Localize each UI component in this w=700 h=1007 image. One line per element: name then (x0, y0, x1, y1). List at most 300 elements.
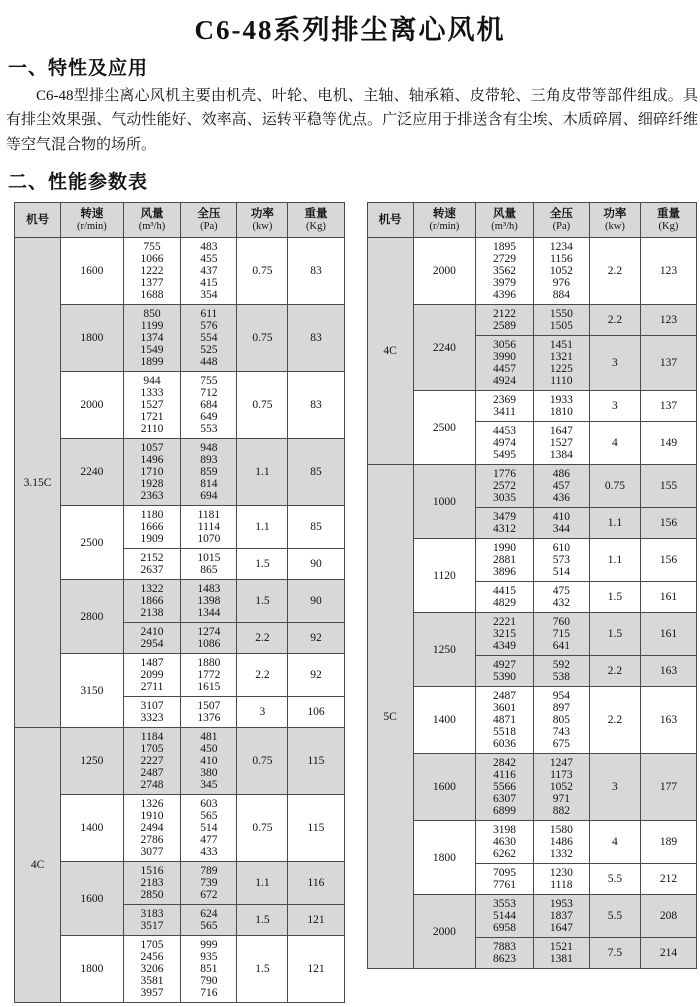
column-label: 重量 (656, 207, 680, 220)
value-line: 1496 (140, 454, 164, 467)
weight-cell: 85 (288, 439, 344, 506)
value-line: 1647 (549, 425, 573, 438)
pressure-cell (533, 238, 589, 305)
power-cell: 1.5 (237, 549, 288, 580)
pressure-cell (533, 465, 589, 508)
value-line: 354 (200, 289, 218, 302)
column-unit: (Pa) (200, 221, 218, 233)
flow-cell (123, 728, 181, 795)
power-cell: 2.2 (237, 623, 288, 654)
value-line: 4396 (493, 289, 517, 302)
pressure-cell (533, 656, 589, 687)
speed-cell: 1400 (413, 687, 476, 754)
weight-cell: 163 (640, 687, 696, 754)
flow-cell (123, 862, 181, 905)
value-line: 3077 (140, 846, 164, 859)
weight-cell: 121 (288, 905, 344, 936)
flow-cell (476, 687, 534, 754)
weight-cell: 155 (640, 465, 696, 508)
value-line: 999 (200, 939, 218, 952)
value-line: 1505 (549, 320, 573, 333)
weight-cell: 121 (288, 936, 344, 1003)
value-line: 1895 (493, 241, 517, 254)
performance-table-right (367, 202, 698, 969)
value-line: 1451 (549, 339, 573, 352)
value-line: 675 (552, 738, 570, 751)
value-line: 345 (200, 779, 218, 792)
value-line: 7761 (493, 879, 517, 892)
value-line: 3581 (140, 975, 164, 988)
power-cell: 3 (589, 391, 640, 422)
value-line: 1374 (140, 332, 164, 345)
value-line: 1332 (549, 848, 573, 861)
value-line: 865 (200, 564, 218, 577)
value-line: 4116 (493, 769, 516, 782)
power-cell: 0.75 (237, 238, 288, 305)
value-line: 882 (552, 805, 570, 818)
value-line: 3601 (493, 702, 517, 715)
value-line: 1487 (140, 657, 164, 670)
value-line: 715 (552, 628, 570, 641)
value-line: 2711 (140, 681, 164, 694)
value-line: 1222 (140, 265, 164, 278)
value-line: 739 (200, 877, 218, 890)
value-line: 450 (200, 743, 218, 756)
value-line: 1114 (197, 521, 220, 534)
column-unit: (r/min) (77, 221, 107, 233)
table-row (15, 654, 345, 697)
value-line: 1333 (140, 387, 164, 400)
value-line: 344 (552, 523, 570, 536)
value-line: 3553 (493, 898, 517, 911)
value-line: 415 (200, 277, 218, 290)
value-line: 1199 (140, 320, 164, 333)
speed-cell: 2500 (413, 391, 476, 465)
column-header-2 (123, 202, 181, 237)
power-cell: 1.5 (589, 582, 640, 613)
value-line: 1516 (140, 865, 164, 878)
value-line: 712 (200, 387, 218, 400)
pressure-cell (181, 238, 237, 305)
value-line: 897 (552, 702, 570, 715)
weight-cell: 90 (288, 549, 344, 580)
value-line: 1899 (140, 356, 164, 369)
flow-cell (123, 697, 181, 728)
pressure-cell (533, 754, 589, 821)
flow-cell (476, 821, 534, 864)
value-line: 6036 (493, 738, 517, 751)
value-line: 2881 (493, 554, 517, 567)
weight-cell: 83 (288, 305, 344, 372)
flow-cell (476, 613, 534, 656)
power-cell: 7.5 (589, 938, 640, 969)
value-line: 3562 (493, 265, 517, 278)
pressure-cell (181, 654, 237, 697)
value-line: 4349 (493, 640, 517, 653)
value-line: 3198 (493, 824, 517, 837)
flow-cell (476, 391, 534, 422)
table-row (367, 895, 697, 938)
flow-cell (123, 623, 181, 654)
value-line: 1057 (140, 442, 164, 455)
flow-cell (476, 422, 534, 465)
value-line: 6899 (493, 805, 517, 818)
table-row (367, 238, 697, 305)
speed-cell: 2800 (61, 580, 124, 654)
value-line: 649 (200, 411, 218, 424)
speed-cell: 1800 (61, 305, 124, 372)
value-line: 554 (200, 332, 218, 345)
speed-cell: 1400 (61, 795, 124, 862)
column-unit: (m³/h) (491, 221, 518, 233)
pressure-cell (181, 936, 237, 1003)
value-line: 1230 (549, 867, 573, 880)
value-line: 481 (200, 731, 218, 744)
flow-cell (476, 305, 534, 336)
table-row (15, 506, 345, 549)
value-line: 1225 (549, 363, 573, 376)
value-line: 684 (200, 399, 218, 412)
value-line: 553 (200, 423, 218, 436)
table-row (15, 795, 345, 862)
value-line: 1928 (140, 478, 164, 491)
column-header-5 (288, 202, 344, 237)
flow-cell (123, 372, 181, 439)
value-line: 433 (200, 846, 218, 859)
value-line: 4927 (493, 659, 517, 672)
speed-cell: 2240 (413, 305, 476, 391)
header-row (367, 202, 697, 237)
value-line: 1376 (197, 712, 221, 725)
value-line: 2748 (140, 779, 164, 792)
column-label: 转速 (80, 207, 104, 220)
pressure-cell (533, 821, 589, 864)
power-cell: 3 (589, 754, 640, 821)
weight-cell: 123 (640, 305, 696, 336)
column-label: 风量 (493, 207, 517, 220)
pressure-cell (533, 864, 589, 895)
speed-cell: 2000 (61, 372, 124, 439)
value-line: 755 (200, 375, 218, 388)
header-row (15, 202, 345, 237)
power-cell: 1.1 (237, 862, 288, 905)
value-line: 1384 (549, 449, 573, 462)
value-line: 1810 (549, 406, 573, 419)
value-line: 2786 (140, 834, 164, 847)
weight-cell: 163 (640, 656, 696, 687)
column-label: 机号 (378, 213, 402, 226)
value-line: 486 (552, 468, 570, 481)
value-line: 432 (552, 597, 570, 610)
value-line: 1483 (197, 583, 221, 596)
column-header-4 (589, 202, 640, 237)
flow-cell (123, 305, 181, 372)
column-unit: (Kg) (658, 221, 679, 233)
value-line: 538 (552, 671, 570, 684)
table-row (15, 439, 345, 506)
value-line: 4630 (493, 836, 517, 849)
weight-cell: 92 (288, 623, 344, 654)
value-line: 565 (200, 920, 218, 933)
power-cell: 1.1 (589, 508, 640, 539)
value-line: 1086 (197, 638, 221, 651)
flow-cell (476, 238, 534, 305)
value-line: 1070 (197, 533, 221, 546)
pressure-cell (533, 391, 589, 422)
value-line: 2369 (493, 394, 517, 407)
value-line: 4457 (493, 363, 517, 376)
pressure-cell (533, 895, 589, 938)
value-line: 1550 (549, 308, 573, 321)
value-line: 380 (200, 767, 218, 780)
power-cell: 2.2 (589, 687, 640, 754)
power-cell: 2.2 (589, 656, 640, 687)
value-line: 944 (143, 375, 161, 388)
flow-cell (123, 439, 181, 506)
value-line: 3107 (140, 700, 164, 713)
value-line: 457 (552, 480, 570, 493)
value-line: 1326 (140, 798, 164, 811)
value-line: 2410 (140, 626, 164, 639)
weight-cell: 83 (288, 238, 344, 305)
value-line: 1953 (549, 898, 573, 911)
column-header-0 (15, 202, 61, 237)
value-line: 3896 (493, 566, 517, 579)
pressure-cell (533, 687, 589, 754)
pressure-cell (533, 508, 589, 539)
value-line: 789 (200, 865, 218, 878)
value-line: 1173 (550, 769, 573, 782)
value-line: 573 (552, 554, 570, 567)
value-line: 2221 (493, 616, 517, 629)
value-line: 611 (200, 308, 218, 321)
value-line: 1837 (549, 910, 573, 923)
value-line: 1052 (549, 265, 573, 278)
value-line: 859 (200, 466, 218, 479)
table-row (367, 465, 697, 508)
flow-cell (476, 465, 534, 508)
section-heading-features: 一、特性及应用 (8, 58, 149, 79)
value-line: 971 (552, 793, 570, 806)
value-line: 3206 (140, 963, 164, 976)
value-line: 1705 (140, 939, 164, 952)
value-line: 565 (200, 810, 218, 823)
pressure-cell (533, 336, 589, 391)
value-line: 6307 (493, 793, 517, 806)
value-line: 1322 (140, 583, 164, 596)
performance-table-right-slot (367, 202, 698, 969)
value-line: 1990 (493, 542, 517, 555)
power-cell: 4 (589, 422, 640, 465)
table-row (367, 613, 697, 656)
value-line: 7883 (493, 941, 517, 954)
value-line: 1377 (140, 277, 164, 290)
pressure-cell (181, 623, 237, 654)
page-title: C6-48系列排尘离心风机 (194, 15, 506, 45)
speed-cell: 2240 (61, 439, 124, 506)
value-line: 448 (200, 356, 218, 369)
power-cell: 0.75 (237, 728, 288, 795)
table-row (367, 821, 697, 864)
speed-cell: 2500 (61, 506, 124, 580)
value-line: 694 (200, 490, 218, 503)
power-cell: 2.2 (589, 305, 640, 336)
value-line: 2572 (493, 480, 517, 493)
value-line: 2183 (140, 877, 164, 890)
column-label: 转速 (432, 207, 456, 220)
value-line: 1705 (140, 743, 164, 756)
column-header-5 (640, 202, 696, 237)
column-unit: (m³/h) (138, 221, 166, 233)
weight-cell: 214 (640, 938, 696, 969)
table-row (15, 580, 345, 623)
power-cell: 1.1 (237, 439, 288, 506)
value-line: 5566 (493, 781, 517, 794)
value-line: 1156 (550, 253, 573, 266)
column-label: 重量 (304, 207, 328, 220)
flow-cell (123, 654, 181, 697)
value-line: 1181 (197, 509, 221, 522)
value-line: 1521 (549, 941, 573, 954)
speed-cell: 1600 (413, 754, 476, 821)
value-line: 3215 (493, 628, 517, 641)
flow-cell (123, 905, 181, 936)
column-label: 全压 (197, 207, 221, 220)
value-line: 2110 (140, 423, 164, 436)
pressure-cell (181, 549, 237, 580)
power-cell: 2.2 (589, 238, 640, 305)
value-line: 5495 (493, 449, 517, 462)
flow-cell (476, 754, 534, 821)
value-line: 5144 (493, 910, 517, 923)
weight-cell: 149 (640, 422, 696, 465)
value-line: 1710 (140, 466, 164, 479)
value-line: 1549 (140, 344, 164, 357)
value-line: 3056 (493, 339, 517, 352)
table-row (15, 372, 345, 439)
value-line: 410 (552, 511, 570, 524)
table-row (15, 305, 345, 372)
value-line: 1688 (140, 289, 164, 302)
value-line: 1527 (140, 399, 164, 412)
power-cell: 1.5 (237, 905, 288, 936)
pressure-cell (181, 905, 237, 936)
pressure-cell (181, 439, 237, 506)
weight-cell: 137 (640, 336, 696, 391)
value-line: 1580 (549, 824, 573, 837)
table-row (15, 862, 345, 905)
value-line: 2122 (493, 308, 517, 321)
flow-cell (123, 238, 181, 305)
value-line: 514 (200, 822, 218, 835)
value-line: 948 (200, 442, 218, 455)
value-line: 2494 (140, 822, 164, 835)
power-cell: 3 (589, 336, 640, 391)
value-line: 760 (552, 616, 570, 629)
weight-cell: 177 (640, 754, 696, 821)
column-unit: (r/min) (429, 221, 460, 233)
value-line: 1933 (549, 394, 573, 407)
value-line: 3183 (140, 908, 164, 921)
flow-cell (123, 549, 181, 580)
column-unit: (Kg) (306, 221, 326, 233)
value-line: 514 (552, 566, 570, 579)
value-line: 2954 (140, 638, 164, 651)
model-cell: 4C (367, 238, 413, 465)
value-line: 477 (200, 834, 218, 847)
value-line: 2487 (140, 767, 164, 780)
value-line: 1866 (140, 595, 164, 608)
value-line: 1486 (549, 836, 573, 849)
performance-table-left (14, 202, 345, 1003)
value-line: 6262 (493, 848, 517, 861)
pressure-cell (533, 582, 589, 613)
pressure-cell (181, 506, 237, 549)
speed-cell: 1250 (61, 728, 124, 795)
value-line: 935 (200, 951, 218, 964)
value-line: 1647 (549, 922, 573, 935)
value-line: 8623 (493, 953, 517, 966)
value-line: 1527 (549, 437, 573, 450)
value-line: 6958 (493, 922, 517, 935)
column-unit: (kw) (604, 221, 625, 233)
value-line: 4415 (493, 585, 517, 598)
weight-cell: 123 (640, 238, 696, 305)
value-line: 814 (200, 478, 218, 491)
column-label: 风量 (140, 207, 164, 220)
weight-cell: 137 (640, 391, 696, 422)
value-line: 1909 (140, 533, 164, 546)
value-line: 672 (200, 889, 218, 902)
value-line: 4453 (493, 425, 517, 438)
value-line: 410 (200, 755, 218, 768)
column-label: 功率 (603, 207, 627, 220)
column-label: 全压 (549, 207, 573, 220)
weight-cell: 212 (640, 864, 696, 895)
column-header-0 (367, 202, 413, 237)
power-cell: 1.5 (237, 580, 288, 623)
weight-cell: 92 (288, 654, 344, 697)
value-line: 1110 (550, 375, 573, 388)
column-header-2 (476, 202, 534, 237)
value-line: 1398 (197, 595, 221, 608)
value-line: 1321 (549, 351, 573, 364)
flow-cell (476, 508, 534, 539)
power-cell: 5.5 (589, 864, 640, 895)
speed-cell: 1000 (413, 465, 476, 539)
flow-cell (476, 895, 534, 938)
pressure-cell (181, 728, 237, 795)
value-line: 893 (200, 454, 218, 467)
value-line: 475 (552, 585, 570, 598)
value-line: 2637 (140, 564, 164, 577)
weight-cell: 156 (640, 539, 696, 582)
flow-cell (476, 656, 534, 687)
value-line: 2842 (493, 757, 517, 770)
value-line: 1880 (197, 657, 221, 670)
power-cell: 2.2 (237, 654, 288, 697)
value-line: 641 (552, 640, 570, 653)
flow-cell (476, 938, 534, 969)
model-cell: 5C (367, 465, 413, 969)
features-paragraph: C6-48型排尘离心风机主要由机壳、叶轮、电机、主轴、轴承箱、皮带轮、三角皮带等部件组成。具有排尘效果强、气动性能好、效率高、运转平稳等优点。广泛应用于排送含有尘埃、木质碎屑、细碎纤维等空气混合物的场所。 (6, 88, 698, 153)
column-header-3 (533, 202, 589, 237)
weight-cell: 189 (640, 821, 696, 864)
value-line: 1274 (197, 626, 221, 639)
weight-cell: 208 (640, 895, 696, 938)
value-line: 850 (143, 308, 161, 321)
pressure-cell (181, 305, 237, 372)
